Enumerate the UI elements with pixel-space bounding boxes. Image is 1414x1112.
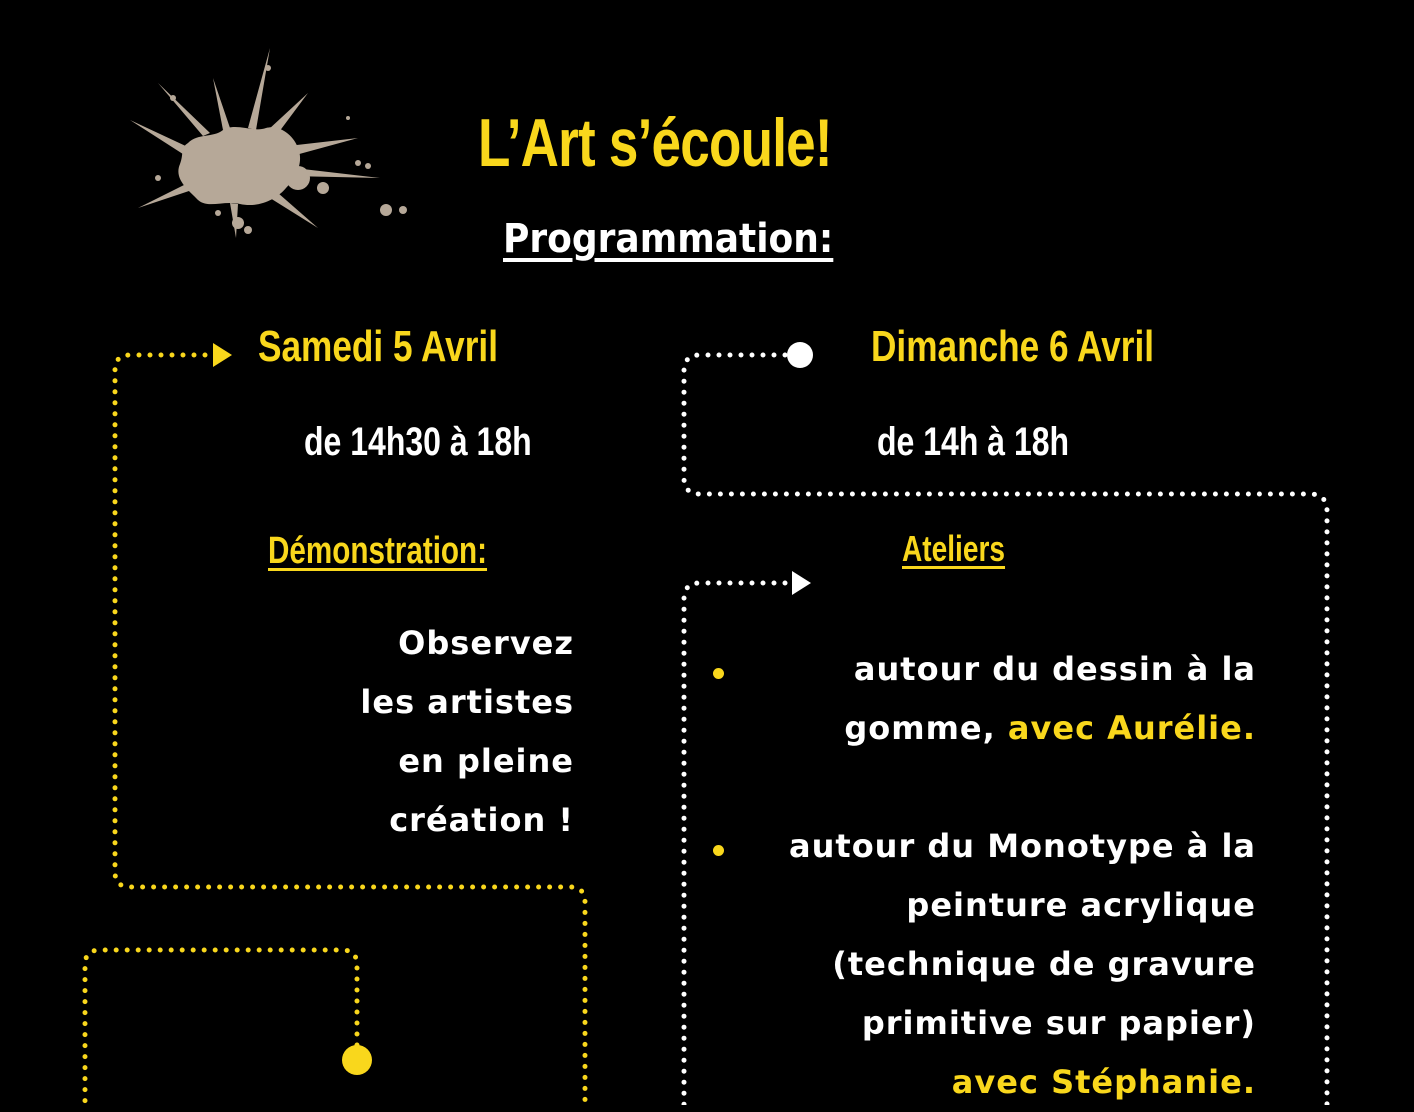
workshop-line: autour du Monotype à la — [789, 827, 1256, 865]
dot-end-icon — [342, 1045, 372, 1075]
description-line: en pleine — [398, 742, 574, 780]
workshop-item — [844, 640, 1256, 758]
page-title: L’Art s’écoule! — [478, 105, 832, 181]
workshop-line: (technique de gravure — [832, 945, 1256, 983]
description-line: les artistes — [360, 683, 574, 721]
bullet-icon — [713, 668, 724, 679]
sunday-section-title: Ateliers — [902, 528, 1006, 569]
workshop-line: autour du dessin à la — [853, 650, 1256, 688]
saturday-hours: de 14h30 à 18h — [304, 420, 532, 464]
dot-end-icon — [787, 342, 813, 368]
bullet-icon — [713, 845, 724, 856]
workshop-artist: avec Aurélie. — [1007, 709, 1256, 747]
saturday-description — [360, 614, 574, 850]
saturday-section-title: Démonstration: — [268, 530, 488, 572]
workshop-artist: avec Stéphanie. — [951, 1063, 1256, 1101]
description-line: Observez — [398, 624, 574, 662]
workshop-line: primitive sur papier) — [861, 1004, 1256, 1042]
workshop-line: peinture acrylique — [906, 886, 1256, 924]
arrow-right-icon — [792, 571, 811, 595]
page-subtitle: Programmation: — [503, 216, 834, 262]
sunday-day: Dimanche 6 Avril — [871, 322, 1155, 371]
sunday-hours: de 14h à 18h — [877, 420, 1070, 464]
arrow-right-icon — [213, 343, 232, 367]
workshop-item — [789, 817, 1256, 1112]
saturday-day: Samedi 5 Avril — [258, 322, 498, 371]
description-line: création ! — [389, 801, 574, 839]
workshop-text: gomme, — [844, 709, 1008, 747]
workshop-line — [844, 699, 1256, 758]
